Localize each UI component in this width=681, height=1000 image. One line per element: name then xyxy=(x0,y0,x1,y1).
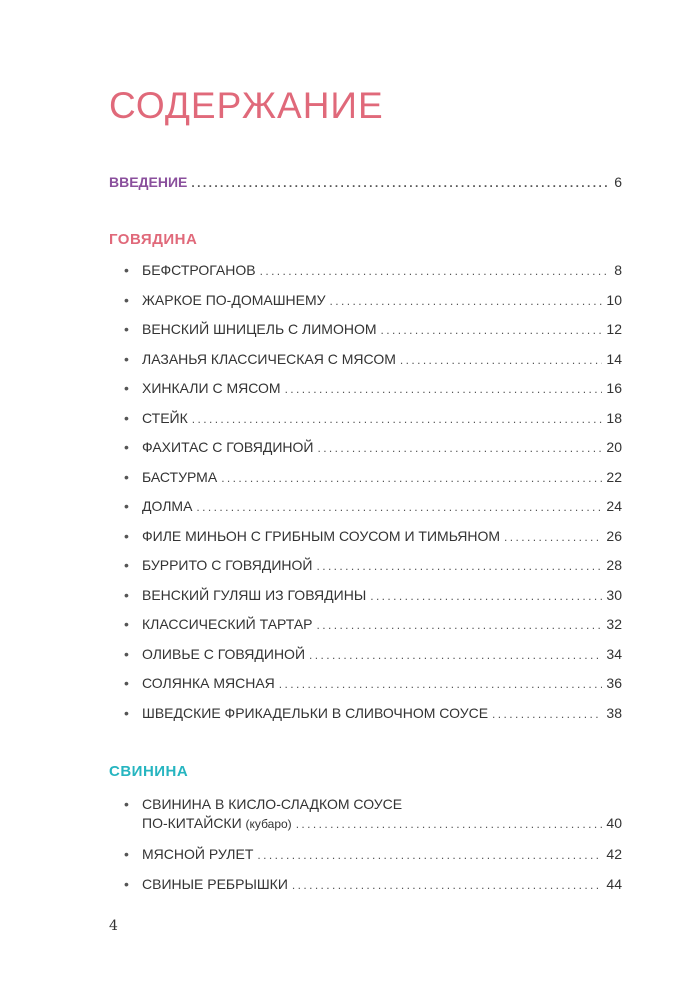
beef-item[interactable] xyxy=(124,586,622,605)
beef-item-label: БЕФСТРОГАНОВ xyxy=(142,262,256,278)
beef-item-label: СОЛЯНКА МЯСНАЯ xyxy=(142,675,275,691)
beef-item-label: ВЕНСКИЙ ШНИЦЕЛЬ С ЛИМОНОМ xyxy=(142,321,377,337)
page-title: СОДЕРЖАНИЕ xyxy=(109,85,384,126)
pork-item-2[interactable] xyxy=(124,845,622,864)
beef-item-page: 10 xyxy=(606,291,622,308)
toc-intro[interactable] xyxy=(109,173,622,192)
leader-dots xyxy=(221,469,602,487)
leader-dots xyxy=(400,351,603,369)
beef-item-label: ХИНКАЛИ С МЯСОМ xyxy=(142,380,281,396)
beef-item[interactable] xyxy=(124,704,622,723)
bullet: • xyxy=(124,498,129,514)
leader-dots xyxy=(292,876,603,894)
bullet: • xyxy=(124,350,129,367)
beef-item[interactable] xyxy=(124,350,622,369)
page-number: 4 xyxy=(109,918,118,934)
beef-item-page: 16 xyxy=(606,380,622,396)
intro-label: ВВЕДЕНИЕ xyxy=(109,174,188,190)
bullet: • xyxy=(124,846,129,862)
beef-item-label: ФАХИТАС С ГОВЯДИНОЙ xyxy=(142,439,314,455)
leader-dots xyxy=(330,292,603,310)
leader-dots xyxy=(381,321,603,339)
beef-item-page: 12 xyxy=(606,321,622,337)
beef-item[interactable] xyxy=(124,645,622,664)
leader-dots xyxy=(285,380,603,398)
beef-item-label: ЛАЗАНЬЯ КЛАССИЧЕСКАЯ С МЯСОМ xyxy=(142,350,396,367)
leader-dots xyxy=(260,262,611,280)
bullet: • xyxy=(124,321,129,337)
leader-dots xyxy=(504,528,602,546)
leader-dots xyxy=(317,439,602,457)
leader-dots xyxy=(296,815,603,833)
leader-dots xyxy=(316,557,602,575)
leader-dots xyxy=(317,616,603,634)
beef-item[interactable] xyxy=(124,468,622,487)
beef-item-label: СТЕЙК xyxy=(142,409,188,426)
beef-item-page: 8 xyxy=(614,262,622,278)
beef-item-page: 18 xyxy=(606,409,622,426)
beef-item-label: ВЕНСКИЙ ГУЛЯШ ИЗ ГОВЯДИНЫ xyxy=(142,586,367,603)
leader-dots xyxy=(257,846,602,864)
bullet: • xyxy=(124,439,129,455)
section-beef-heading: ГОВЯДИНА xyxy=(109,231,198,248)
bullet: • xyxy=(124,645,129,662)
beef-item-label: ЖАРКОЕ ПО-ДОМАШНЕМУ xyxy=(142,291,326,308)
beef-item[interactable] xyxy=(124,615,622,634)
bullet: • xyxy=(124,704,129,721)
bullet: • xyxy=(124,291,129,308)
leader-dots xyxy=(279,675,603,693)
bullet: • xyxy=(124,468,129,485)
beef-item-label: ОЛИВЬЕ С ГОВЯДИНОЙ xyxy=(142,645,306,662)
bullet: • xyxy=(124,876,129,892)
pork-item-1-line1[interactable] xyxy=(124,795,402,813)
beef-item-page: 32 xyxy=(606,616,622,632)
leader-dots xyxy=(492,705,602,723)
beef-item-page: 28 xyxy=(606,557,622,573)
bullet: • xyxy=(124,380,129,396)
beef-item-label: ШВЕДСКИЕ ФРИКАДЕЛЬКИ В СЛИВОЧНОМ СОУСЕ xyxy=(142,704,489,721)
beef-item-page: 26 xyxy=(606,527,622,544)
beef-item-page: 22 xyxy=(606,468,622,485)
beef-item-page: 14 xyxy=(606,350,622,367)
leader-dots xyxy=(192,410,603,428)
pork-item-1-label: СВИНИНА В КИСЛО-СЛАДКОМ СОУСЕ xyxy=(142,796,403,812)
bullet: • xyxy=(124,675,129,691)
bullet: • xyxy=(124,586,129,603)
leader-dots xyxy=(309,646,602,664)
beef-item[interactable] xyxy=(124,556,622,575)
section-pork-heading: СВИНИНА xyxy=(109,763,189,780)
pork-item-1-line2-text: ПО-КИТАЙСКИ xyxy=(142,815,242,831)
bullet: • xyxy=(124,409,129,426)
leader-dots xyxy=(191,174,610,192)
beef-item-page: 24 xyxy=(606,498,622,514)
beef-item-label: ФИЛЕ МИНЬОН С ГРИБНЫМ СОУСОМ И ТИМЬЯНОМ xyxy=(142,527,501,544)
pork-item-3-page: 44 xyxy=(606,876,622,892)
beef-item-label: ДОЛМА xyxy=(142,498,193,514)
beef-item[interactable] xyxy=(124,438,622,457)
pork-item-2-page: 42 xyxy=(606,846,622,862)
beef-item-label: БУРРИТО С ГОВЯДИНОЙ xyxy=(142,557,313,573)
beef-item-page: 38 xyxy=(606,704,622,721)
beef-item-label: БАСТУРМА xyxy=(142,468,218,485)
beef-item-page: 36 xyxy=(606,675,622,691)
bullet: • xyxy=(124,527,129,544)
bullet: • xyxy=(124,262,129,278)
beef-item-page: 20 xyxy=(606,439,622,455)
pork-item-1-line2[interactable] xyxy=(124,814,622,833)
beef-item-label: КЛАССИЧЕСКИЙ ТАРТАР xyxy=(142,616,313,632)
pork-item-1-label-2 xyxy=(142,814,292,833)
beef-item[interactable] xyxy=(124,379,622,398)
pork-item-3-label: СВИНЫЕ РЕБРЫШКИ xyxy=(142,876,288,892)
pork-item-3[interactable] xyxy=(124,875,622,894)
bullet: • xyxy=(124,557,129,573)
bullet: • xyxy=(124,616,129,632)
beef-item-page: 30 xyxy=(606,586,622,603)
beef-item[interactable] xyxy=(124,497,622,516)
intro-page: 6 xyxy=(614,174,622,190)
pork-item-1-note: (кубаро) xyxy=(245,817,292,831)
beef-item[interactable] xyxy=(124,674,622,693)
bullet: • xyxy=(124,796,129,812)
pork-item-1-page: 40 xyxy=(606,815,622,831)
beef-item-page: 34 xyxy=(606,645,622,662)
leader-dots xyxy=(196,498,602,516)
beef-item[interactable] xyxy=(124,409,622,428)
beef-item[interactable] xyxy=(124,527,622,546)
pork-item-2-label: МЯСНОЙ РУЛЕТ xyxy=(142,846,254,862)
leader-dots xyxy=(370,587,602,605)
beef-item[interactable] xyxy=(124,261,622,280)
beef-item[interactable] xyxy=(124,291,622,310)
beef-item[interactable] xyxy=(124,320,622,339)
